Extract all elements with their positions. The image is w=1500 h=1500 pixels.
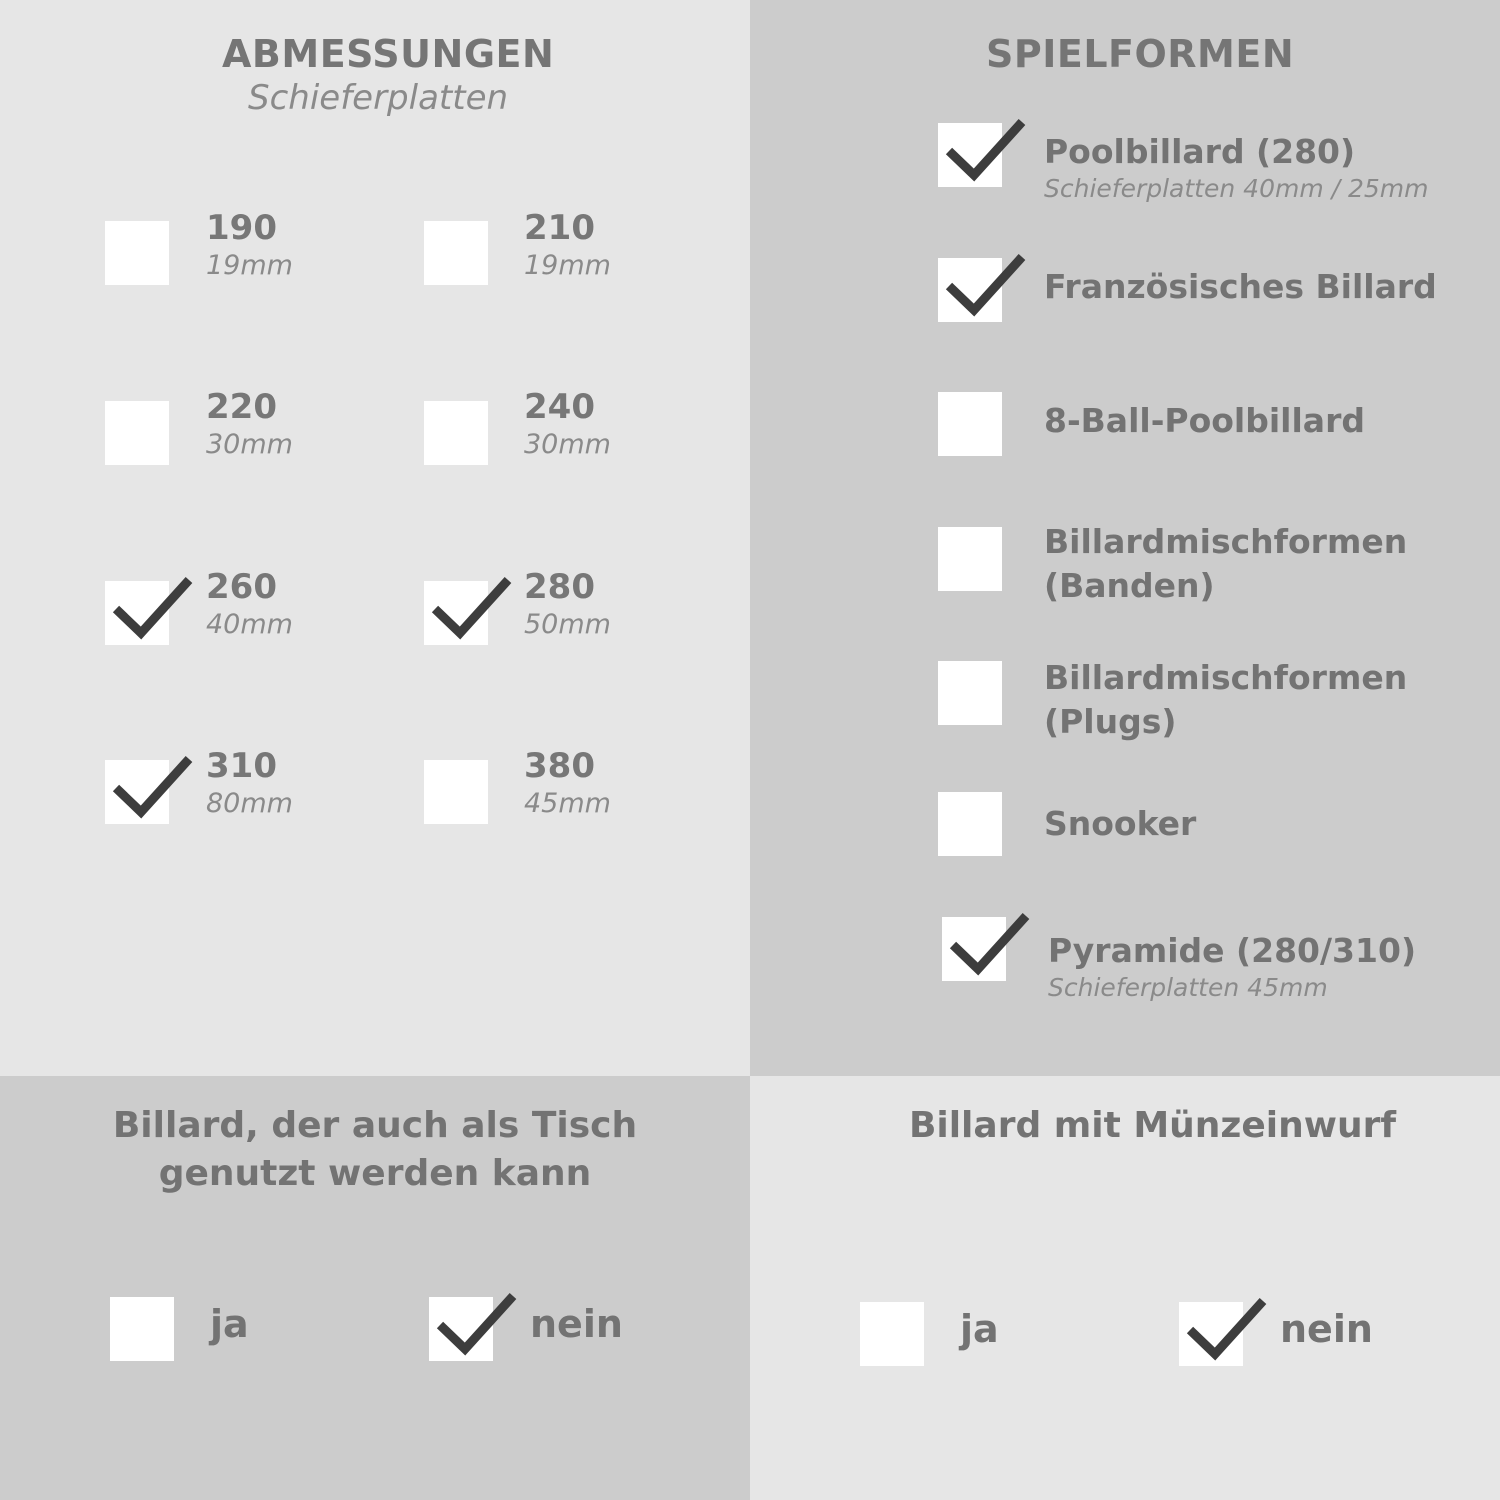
table-use-title-line2: genutzt werden kann bbox=[158, 1153, 592, 1194]
game-label-plugs-line2: (Plugs) bbox=[1044, 702, 1177, 741]
game-label-8-ball: 8-Ball-Poolbillard bbox=[1044, 401, 1365, 440]
checkbox-size-260[interactable] bbox=[105, 581, 169, 645]
game-sub-pyramide: Schieferplatten 45mm bbox=[1048, 973, 1328, 1002]
checkbox-poolbillard[interactable] bbox=[938, 123, 1002, 187]
coin-no-label: nein bbox=[1280, 1307, 1373, 1351]
game-label-banden-line2: (Banden) bbox=[1044, 566, 1215, 605]
size-value: 310 bbox=[206, 746, 277, 786]
size-value: 260 bbox=[206, 567, 277, 607]
table-use-panel bbox=[0, 1076, 750, 1500]
game-label-plugs-line1: Billardmischformen bbox=[1044, 658, 1408, 697]
size-thickness: 80mm bbox=[206, 788, 293, 819]
dimensions-subtitle: Schieferplatten bbox=[248, 78, 509, 118]
dimensions-panel bbox=[0, 0, 750, 1076]
checkbox-table-use-yes[interactable] bbox=[110, 1297, 174, 1361]
coin-panel bbox=[750, 1076, 1500, 1500]
coin-title: Billard mit Münzeinwurf bbox=[908, 1105, 1397, 1146]
size-value: 240 bbox=[524, 387, 595, 427]
game-label-poolbillard: Poolbillard (280) bbox=[1044, 132, 1356, 171]
checkbox-size-210[interactable] bbox=[424, 221, 488, 285]
game-label-pyramide: Pyramide (280/310) bbox=[1048, 931, 1417, 970]
checkbox-size-280[interactable] bbox=[424, 581, 488, 645]
checkbox-snooker[interactable] bbox=[938, 792, 1002, 856]
game-sub-poolbillard: Schieferplatten 40mm / 25mm bbox=[1044, 174, 1429, 203]
checkbox-coin-yes[interactable] bbox=[860, 1302, 924, 1366]
checkmark-icon bbox=[1187, 1296, 1267, 1360]
checkmark-icon bbox=[950, 911, 1030, 975]
size-value: 280 bbox=[524, 567, 595, 607]
size-value: 220 bbox=[206, 387, 277, 427]
game-label-banden-line1: Billardmischformen bbox=[1044, 522, 1408, 561]
checkbox-franzoesisches-billard[interactable] bbox=[938, 258, 1002, 322]
checkmark-icon bbox=[113, 754, 193, 818]
size-thickness: 40mm bbox=[206, 609, 293, 640]
table-use-yes-label: ja bbox=[210, 1302, 249, 1346]
size-value: 190 bbox=[206, 208, 277, 248]
size-thickness: 19mm bbox=[206, 250, 293, 281]
coin-yes-label: ja bbox=[960, 1307, 999, 1351]
checkbox-size-380[interactable] bbox=[424, 760, 488, 824]
checkmark-icon bbox=[946, 252, 1026, 316]
table-use-title-line1: Billard, der auch als Tisch bbox=[112, 1105, 638, 1146]
checkbox-size-240[interactable] bbox=[424, 401, 488, 465]
checkbox-coin-no[interactable] bbox=[1179, 1302, 1243, 1366]
game-label-franzoesisches-billard: Französisches Billard bbox=[1044, 267, 1437, 306]
checkbox-table-use-no[interactable] bbox=[429, 1297, 493, 1361]
checkbox-8-ball-poolbillard[interactable] bbox=[938, 392, 1002, 456]
size-thickness: 19mm bbox=[524, 250, 611, 281]
checkmark-icon bbox=[113, 575, 193, 639]
game-label-snooker: Snooker bbox=[1044, 804, 1197, 843]
checkbox-size-310[interactable] bbox=[105, 760, 169, 824]
checkmark-icon bbox=[437, 1291, 517, 1355]
table-use-no-label: nein bbox=[530, 1302, 623, 1346]
game-types-title: SPIELFORMEN bbox=[986, 32, 1295, 76]
dimensions-title: ABMESSUNGEN bbox=[222, 32, 555, 76]
checkmark-icon bbox=[432, 575, 512, 639]
checkbox-size-190[interactable] bbox=[105, 221, 169, 285]
checkbox-pyramide[interactable] bbox=[942, 917, 1006, 981]
checkbox-billardmischformen-plugs[interactable] bbox=[938, 661, 1002, 725]
game-types-panel bbox=[750, 0, 1500, 1076]
checkmark-icon bbox=[946, 117, 1026, 181]
size-thickness: 30mm bbox=[206, 429, 293, 460]
size-thickness: 50mm bbox=[524, 609, 611, 640]
size-value: 380 bbox=[524, 746, 595, 786]
checkbox-billardmischformen-banden[interactable] bbox=[938, 527, 1002, 591]
size-value: 210 bbox=[524, 208, 595, 248]
size-thickness: 30mm bbox=[524, 429, 611, 460]
checkbox-size-220[interactable] bbox=[105, 401, 169, 465]
size-thickness: 45mm bbox=[524, 788, 611, 819]
